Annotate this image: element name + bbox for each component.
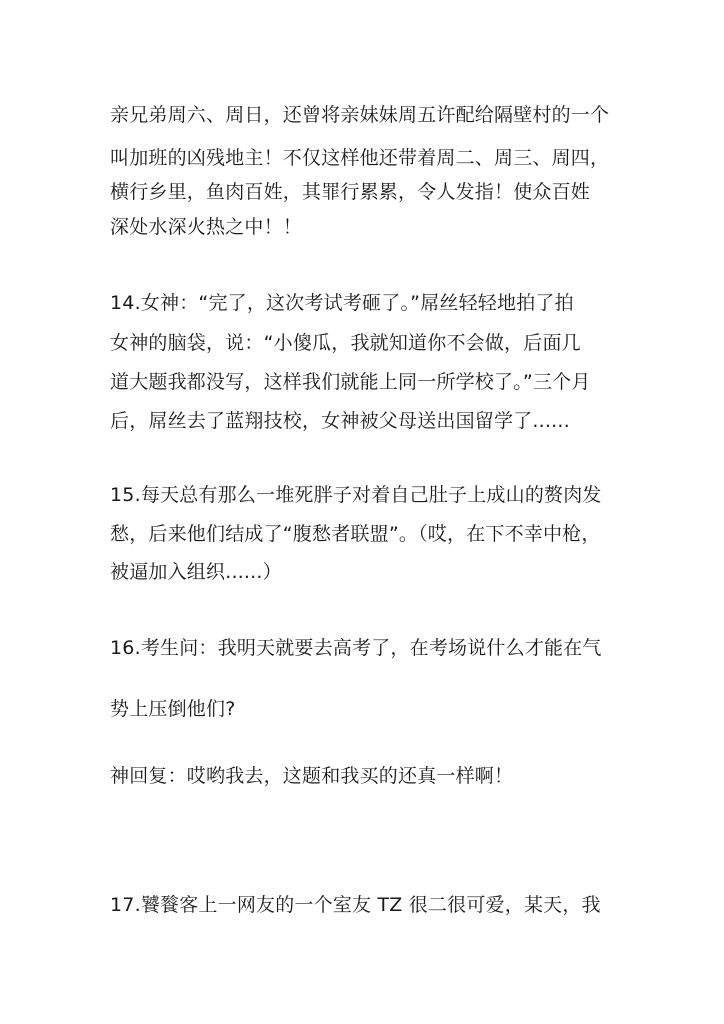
text-line: 亲兄弟周六、周日，还曾将亲妹妹周五许配给隔壁村的一个 [110, 104, 610, 126]
text-line: 被逼加入组织......） [110, 561, 282, 583]
text-line: 14.女神：“完了，这次考试考砸了。”屌丝轻轻地拍了拍 [110, 292, 574, 314]
text-line: 横行乡里，鱼肉百姓，其罪行累累，令人发指！使众百姓 [110, 181, 591, 203]
text-line: 势上压倒他们? [110, 698, 236, 720]
text-line: 15.每天总有那么一堆死胖子对着自己肚子上成山的赘肉发 [110, 484, 602, 506]
text-line: 17.饕餮客上一网友的一个室友 TZ 很二很可爱，某天，我 [110, 894, 601, 916]
text-line: 道大题我都没写，这样我们就能上同一所学校了。”三个月 [110, 371, 591, 393]
text-line: 愁，后来他们结成了“腹愁者联盟”。（哎，在下不幸中枪， [110, 523, 601, 545]
text-line: 叫加班的凶残地主！不仅这样他还带着周二、周三、周四， [110, 147, 610, 169]
text-line: 深处水深火热之中！！ [110, 216, 303, 238]
text-line: 女神的脑袋，说：“小傻瓜，我就知道你不会做，后面几 [110, 332, 581, 354]
text-line: 16.考生问：我明天就要去高考了，在考场说什么才能在气 [110, 637, 602, 659]
text-line: 神回复：哎哟我去，这题和我买的还真一样啊！ [110, 765, 514, 787]
text-line: 后，屌丝去了蓝翔技校，女神被父母送出国留学了...... [110, 410, 570, 432]
